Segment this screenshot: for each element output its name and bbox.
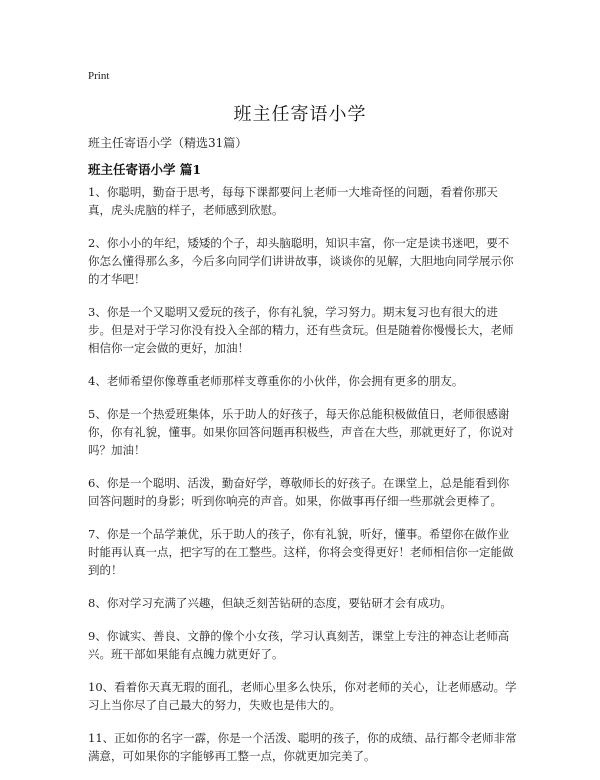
paragraph-5: 5、你是一个热爱班集体，乐于助人的好孩子，每天你总能积极做值日，老师很感谢你，你有礼貌，懂事。如果你回答问题再积极些，声音在大些，那就更好了，你说对吗？加油！ bbox=[88, 407, 514, 457]
paragraph-3: 3、你是一个又聪明又爱玩的孩子，你有礼貌，学习努力。期末复习也有很大的进步。但是对于学习你没有投入全部的精力，还有些贪玩。但是随着你慢慢长大，老师相信你一定会做的更好，加油！ bbox=[88, 305, 514, 355]
document-subtitle: 班主任寄语小学（精选31篇） bbox=[88, 136, 248, 150]
paragraph-1: 1、你聪明，勤奋于思考，每每下课都要问上老师一大堆奇怪的问题，看着你那天真，虎头虎脑的样子，老师感到欣慰。 bbox=[88, 185, 498, 217]
paragraph-2: 2、你小小的年纪，矮矮的个子，却头脑聪明，知识丰富，你一定是读书迷吧，要不你怎么懂得那么多，今后多向同学们讲讲故事，谈谈你的见解，大胆地向同学展示你的才华吧！ bbox=[88, 236, 514, 286]
paragraph-10: 10、看着你天真无瑕的面孔，老师心里多么快乐，你对老师的关心，让老师感动。学习上当你尽了自己最大的努力，失败也是伟大的。 bbox=[88, 680, 517, 712]
document-body bbox=[88, 183, 520, 780]
page-title: 班主任寄语小学 bbox=[233, 104, 367, 125]
paragraph-9: 9、你诚实、善良、文静的像个小女孩，学习认真刻苦，课堂上专注的神态让老师高兴。班干部如果能有点魄力就更好了。 bbox=[88, 629, 510, 661]
print-link[interactable]: Print bbox=[88, 70, 110, 82]
paragraph-7: 7、你是一个品学兼优，乐于助人的孩子，你有礼貌，听好，懂事。希望你在做作业时能再认真一点，把字写的在工整些。这样，你将会变得更好！老师相信你一定能做到的！ bbox=[88, 527, 514, 577]
paragraph-6: 6、你是一个聪明、活泼，勤奋好学，尊敬师长的好孩子。在课堂上，总是能看到你回答问题时的身影；听到你响亮的声音。如果，你做事再仔细一些那就会更棒了。 bbox=[88, 476, 510, 508]
paragraph-4: 4、老师希望你像尊重老师那样支尊重你的小伙伴，你会拥有更多的朋友。 bbox=[88, 374, 464, 388]
paragraph-8: 8、你对学习充满了兴趣，但缺乏刻苦钻研的态度，要钻研才会有成功。 bbox=[88, 596, 452, 610]
section-heading: 班主任寄语小学 篇1 bbox=[88, 162, 202, 177]
paragraph-11: 11、正如你的名字一霹，你是一个活泼、聪明的孩子，你的成绩、品行都令老师非常满意，可如果你的字能够再工整一点，你就更加完美了。 bbox=[88, 731, 517, 763]
